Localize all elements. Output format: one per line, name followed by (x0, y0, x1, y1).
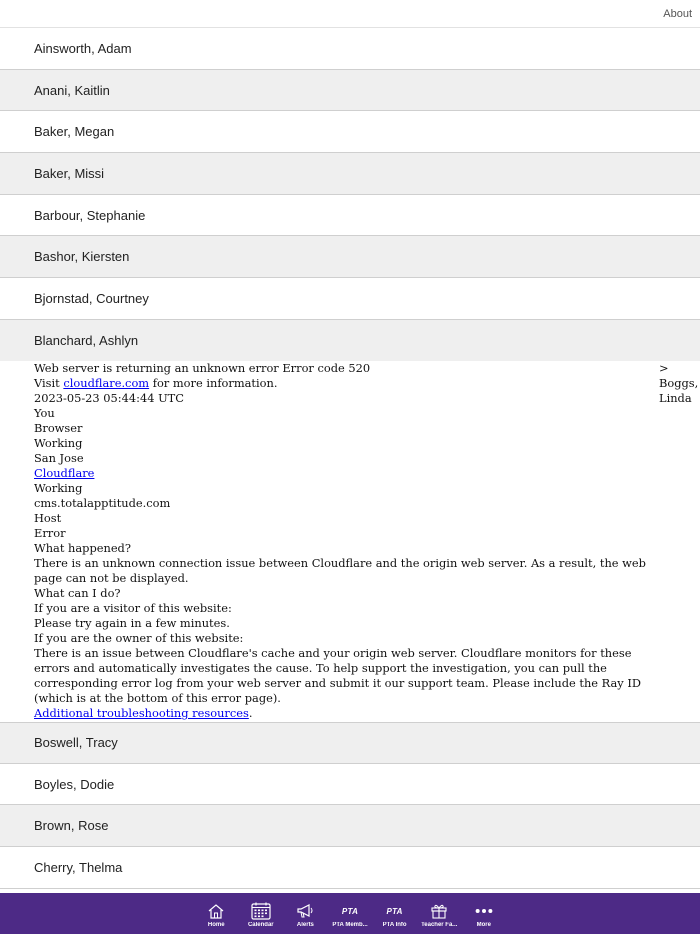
error-content (34, 361, 654, 736)
contact-name: Barbour, Stephanie (34, 207, 146, 223)
contact-name: Blanchard, Ashlyn (34, 332, 139, 348)
cloudflare-com-link[interactable]: cloudflare.com (63, 376, 150, 390)
location-label: San Jose (34, 451, 84, 465)
contact-row[interactable] (0, 764, 700, 806)
what-can-i-do-heading: What can I do? (34, 586, 121, 600)
contact-name: Bashor, Kiersten (34, 249, 130, 265)
browser-label: Browser (34, 421, 83, 435)
tab-label: More (476, 922, 491, 928)
tab-teacher-favorites[interactable] (417, 893, 462, 928)
cloudflare-error-row (0, 361, 700, 722)
tab-label: Home (207, 922, 225, 928)
tab-pta-members[interactable] (328, 893, 373, 928)
what-happened-heading: What happened? (34, 541, 131, 555)
visitor-heading: If you are a visitor of this website: (34, 601, 232, 615)
pta-icon (340, 902, 360, 920)
host-status: Error (34, 526, 66, 540)
troubleshooting-link[interactable]: Additional troubleshooting resources (34, 706, 249, 720)
pta-logo-text: PTA (386, 906, 403, 916)
calendar-icon (251, 902, 271, 920)
contact-row[interactable] (0, 236, 700, 278)
cloudflare-status: Working (34, 481, 83, 495)
contact-name: Baker, Megan (34, 124, 115, 140)
troubleshooting-suffix: . (248, 706, 253, 720)
tab-pta-info[interactable] (372, 893, 417, 928)
contact-row[interactable] (0, 28, 700, 70)
chevron-right-icon: > (659, 361, 669, 375)
you-label: You (34, 406, 55, 420)
contact-name: Anani, Kaitlin (34, 82, 110, 98)
tab-label: Calendar (247, 922, 274, 928)
what-happened-text: There is an unknown connection issue between Cloudflare and the origin web server. As a result, the web page can not be displayed. (34, 556, 646, 585)
error-title: Web server is returning an unknown error Error code 520 (34, 361, 371, 375)
contact-row[interactable] (0, 278, 700, 320)
contact-name: Bjornstad, Courtney (34, 290, 149, 306)
visit-line (34, 376, 654, 391)
tab-home[interactable] (194, 893, 239, 928)
contact-row[interactable] (0, 153, 700, 195)
pta-logo-text: PTA (341, 906, 359, 916)
owner-text: There is an issue between Cloudflare's cache and your origin web server. Cloudflare monitors for these errors and automatically investigates the cause. To help support the investigation, you can pull the corresponding error log from your web server and submit it our support team. Please include the Ray ID (which is at the bottom of this error page). (34, 646, 641, 705)
contact-row[interactable] (0, 70, 700, 112)
visit-prefix: Visit (34, 376, 64, 390)
tab-label: PTA Memb... (332, 922, 368, 928)
contact-name: Boyles, Dodie (34, 776, 115, 792)
tab-label: PTA Info (382, 922, 407, 928)
tab-label: Alerts (296, 922, 314, 928)
contact-row[interactable] (0, 195, 700, 237)
more-icon (474, 902, 494, 920)
side-contact[interactable] (659, 361, 698, 406)
contact-row[interactable] (0, 722, 700, 764)
side-contact-last: Linda (659, 391, 692, 405)
contact-row[interactable] (0, 111, 700, 153)
tab-more[interactable] (461, 893, 506, 928)
gift-icon (429, 902, 449, 920)
host-name: cms.totalapptitude.com (34, 496, 171, 510)
side-contact-first: Boggs, (659, 376, 699, 390)
pta-icon (385, 902, 405, 920)
contact-list-bottom (0, 722, 700, 889)
visitor-text: Please try again in a few minutes. (34, 616, 230, 630)
contact-list-top (0, 28, 700, 362)
contact-name: Cherry, Thelma (34, 859, 123, 875)
visit-suffix: for more information. (149, 376, 278, 390)
megaphone-icon (295, 902, 315, 920)
bottom-tab-bar (0, 893, 700, 934)
contact-row[interactable] (0, 847, 700, 889)
contact-name: Baker, Missi (34, 165, 105, 181)
host-label: Host (34, 511, 62, 525)
tab-alerts[interactable] (283, 893, 328, 928)
browser-status: Working (34, 436, 83, 450)
tab-calendar[interactable] (239, 893, 284, 928)
cloudflare-link[interactable]: Cloudflare (34, 466, 95, 480)
owner-heading: If you are the owner of this website: (34, 631, 244, 645)
contact-row[interactable] (0, 320, 700, 362)
contact-row[interactable] (0, 805, 700, 847)
contact-name: Boswell, Tracy (34, 735, 118, 751)
top-bar (0, 0, 700, 28)
contact-name: Brown, Rose (34, 818, 109, 834)
tab-label: Teacher Fa... (421, 922, 458, 928)
contact-name: Ainsworth, Adam (34, 40, 132, 56)
error-timestamp: 2023-05-23 05:44:44 UTC (34, 391, 184, 405)
about-link[interactable]: About (663, 8, 692, 20)
home-icon (206, 902, 226, 920)
